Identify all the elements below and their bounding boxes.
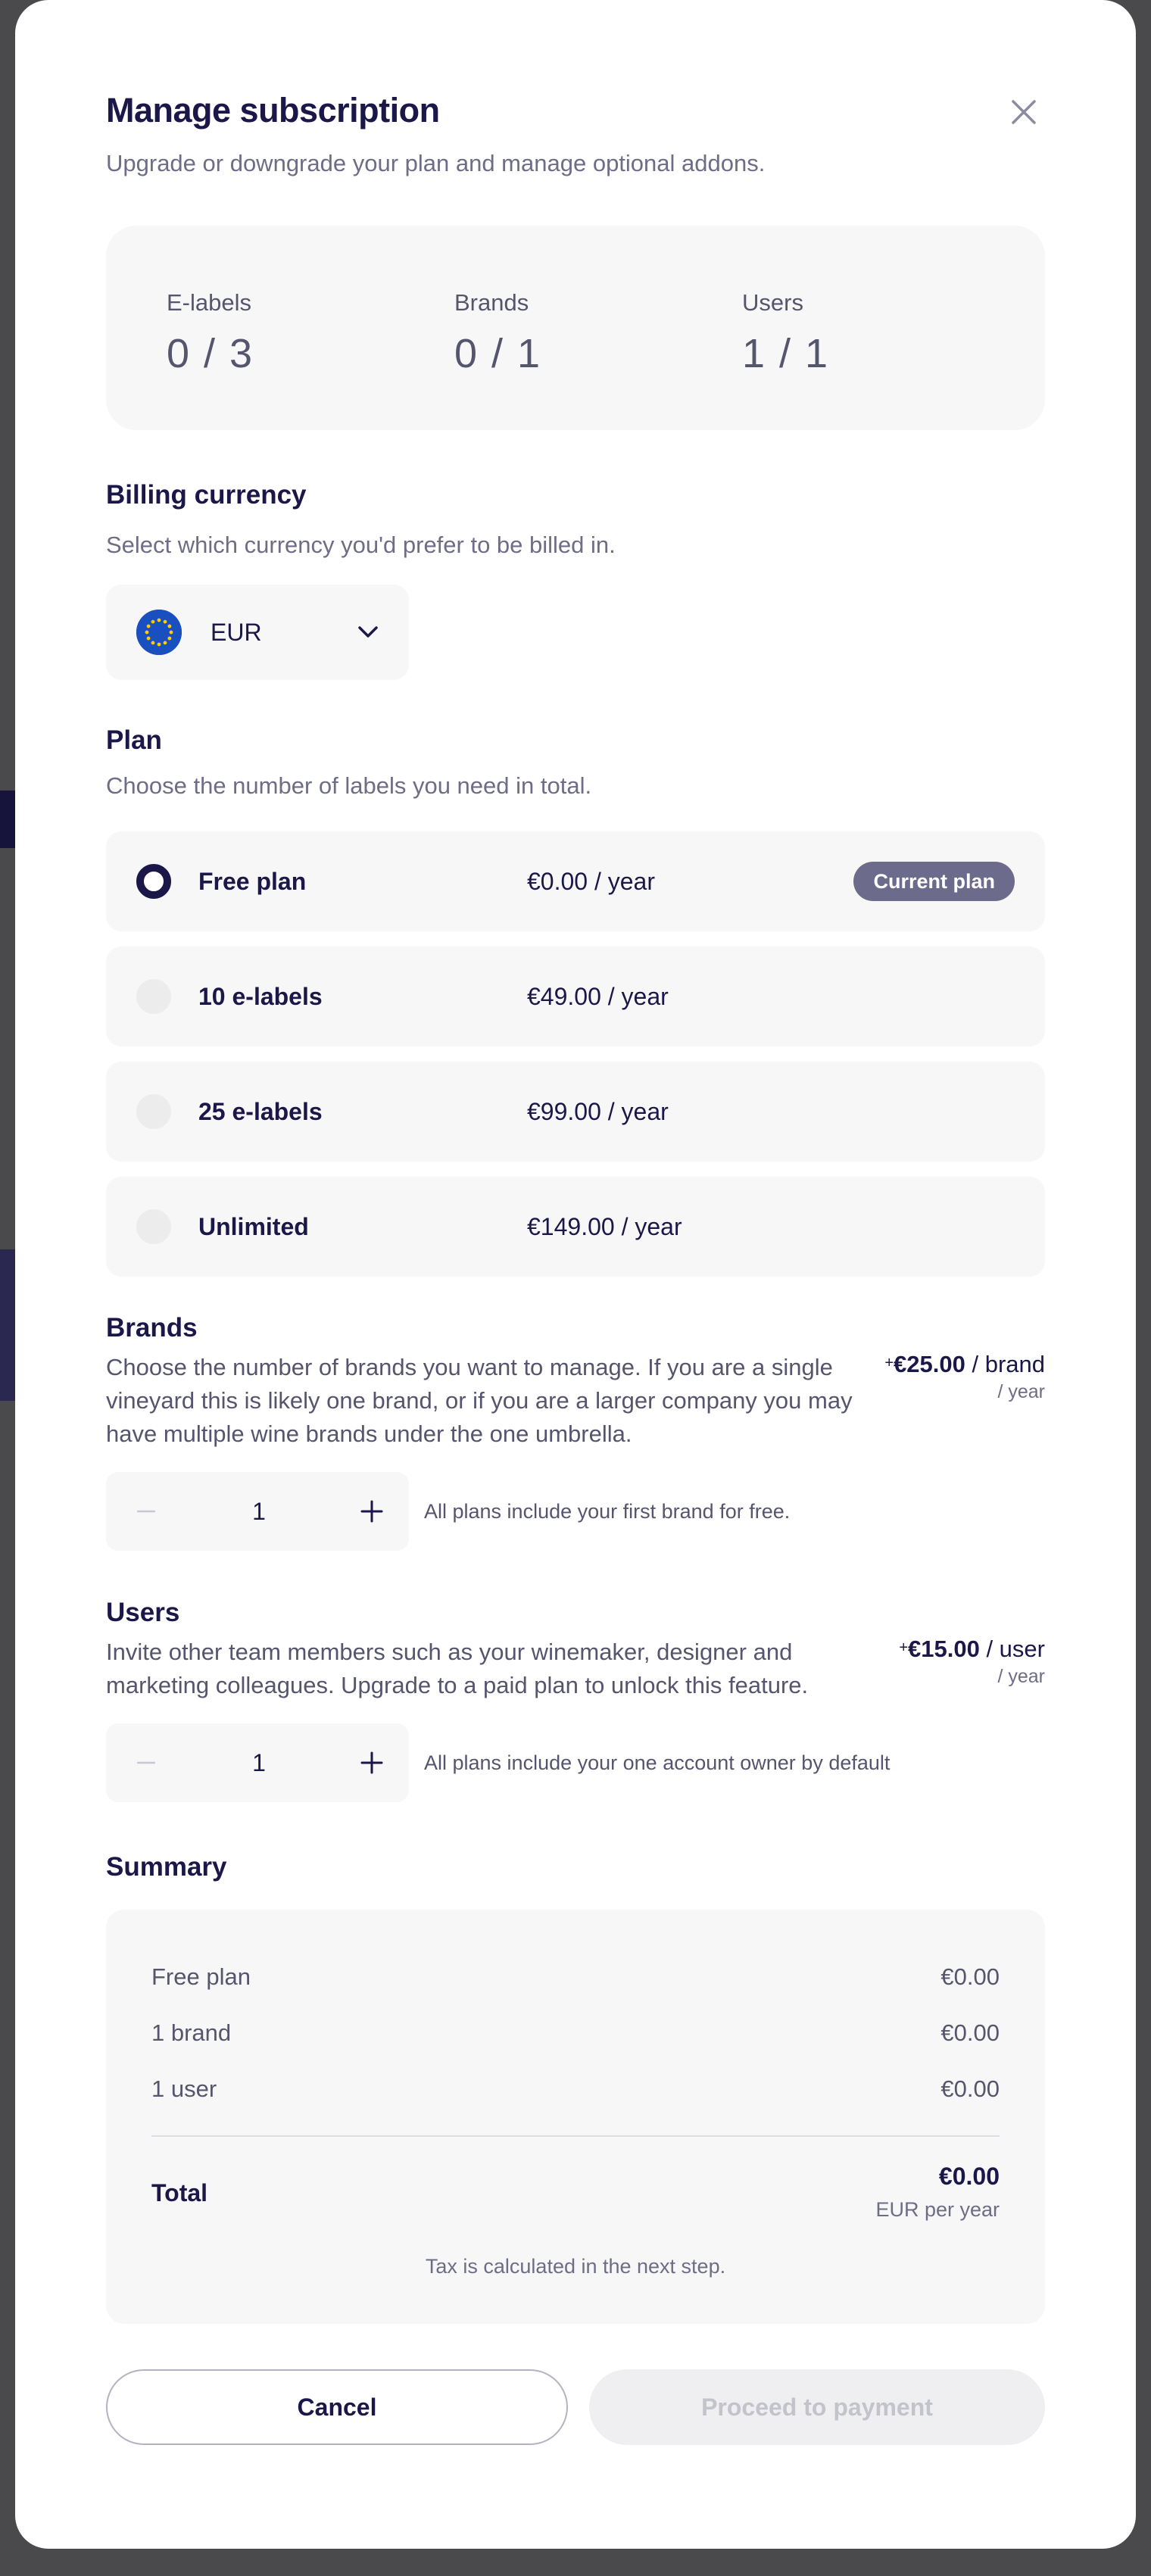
modal-actions xyxy=(106,2369,1045,2445)
brands-section xyxy=(106,1313,1045,1551)
minus-icon[interactable] xyxy=(127,1744,165,1782)
brands-quantity-value: 1 xyxy=(252,1497,266,1525)
total-period: EUR per year xyxy=(875,2198,1000,2221)
section-title: Users xyxy=(106,1598,180,1627)
plan-options-list xyxy=(106,831,1045,1277)
stat-label: E-labels xyxy=(167,289,251,316)
summary-value: €0.00 xyxy=(940,1963,1000,1990)
user-price-main xyxy=(899,1636,1045,1663)
section-title: Summary xyxy=(106,1852,227,1882)
plan-name: Unlimited xyxy=(198,1212,309,1240)
plan-option-10-elabels[interactable] xyxy=(106,947,1045,1046)
stepper-row xyxy=(106,1723,1045,1802)
summary-card xyxy=(106,1910,1045,2324)
section-description: Choose the number of brands you want to manage. If you are a single vineyard this is likely one brand, or if you are a larger company you may have multiple wine brands under the one umbrella. xyxy=(106,1354,853,1447)
addon-description-wrap xyxy=(106,1351,871,1451)
summary-label: 1 user xyxy=(151,2075,217,2102)
addon-description-wrap xyxy=(106,1636,871,1702)
stat-value: 0 / 1 xyxy=(454,331,542,376)
divider xyxy=(151,2135,1000,2137)
radio-selected[interactable] xyxy=(136,864,171,899)
currency-value: EUR xyxy=(211,618,262,646)
users-quantity-value: 1 xyxy=(252,1748,266,1776)
price-unit: / brand xyxy=(965,1351,1045,1377)
brands-quantity-stepper xyxy=(106,1472,409,1551)
usage-stat-elabels xyxy=(167,289,454,430)
price-plus: + xyxy=(884,1355,894,1371)
plan-section xyxy=(106,725,1045,1277)
radio-unselected[interactable] xyxy=(136,979,171,1014)
stat-value: 1 / 1 xyxy=(742,331,830,376)
eu-flag-icon xyxy=(136,610,182,655)
plan-name: 25 e-labels xyxy=(198,1097,323,1125)
modal-content xyxy=(106,91,1045,2445)
chevron-down-icon xyxy=(357,625,379,639)
summary-value: €0.00 xyxy=(940,2075,1000,2102)
total-label: Total xyxy=(151,2179,208,2206)
section-title: Plan xyxy=(106,725,162,755)
stepper-note: All plans include your first brand for free. xyxy=(424,1499,791,1523)
radio-unselected[interactable] xyxy=(136,1209,171,1244)
stepper-row xyxy=(106,1472,1045,1551)
brand-price-main xyxy=(884,1351,1045,1378)
plan-price: €49.00 / year xyxy=(527,982,669,1010)
cancel-button[interactable]: Cancel xyxy=(106,2369,568,2445)
plan-name: Free plan xyxy=(198,867,307,895)
total-value: €0.00 xyxy=(938,2163,1000,2190)
modal-subtitle: Upgrade or downgrade your plan and manage optional addons. xyxy=(106,150,766,176)
summary-label: Free plan xyxy=(151,1963,251,1990)
usage-stats-card xyxy=(106,226,1045,430)
usage-stat-brands xyxy=(454,289,742,430)
price-unit: / user xyxy=(979,1636,1045,1662)
price-period: / year xyxy=(997,1381,1045,1402)
billing-currency-section xyxy=(106,480,1045,680)
stat-label: Users xyxy=(742,289,803,316)
subscription-modal xyxy=(15,0,1136,2549)
radio-unselected[interactable] xyxy=(136,1094,171,1129)
price-period: / year xyxy=(997,1666,1045,1687)
minus-icon[interactable] xyxy=(127,1492,165,1530)
summary-section xyxy=(106,1852,1045,2324)
backdrop-dark-block xyxy=(0,1249,15,1401)
users-quantity-stepper xyxy=(106,1723,409,1802)
total-row xyxy=(151,2163,1000,2222)
addon-header xyxy=(106,1343,1045,1451)
section-description: Select which currency you'd prefer to be billed in. xyxy=(106,532,616,558)
stat-value: 0 / 3 xyxy=(167,331,254,376)
section-title: Brands xyxy=(106,1313,198,1343)
plan-price: €99.00 / year xyxy=(527,1097,669,1125)
plan-option-25-elabels[interactable] xyxy=(106,1062,1045,1162)
summary-row xyxy=(151,2005,1000,2061)
plus-icon[interactable] xyxy=(353,1744,391,1782)
price-plus: + xyxy=(899,1639,909,1656)
current-plan-badge: Current plan xyxy=(853,862,1015,901)
summary-row xyxy=(151,1949,1000,2005)
user-price xyxy=(899,1636,1045,1702)
stepper-note: All plans include your one account owner by default xyxy=(424,1751,891,1774)
summary-value: €0.00 xyxy=(940,2019,1000,2046)
section-title: Billing currency xyxy=(106,480,307,510)
proceed-to-payment-button[interactable]: Proceed to payment xyxy=(589,2369,1045,2445)
section-description: Invite other team members such as your winemaker, designer and marketing colleagues. Upgrade to a paid plan to unlock this feature. xyxy=(106,1639,809,1698)
price-amount: €15.00 xyxy=(908,1636,980,1662)
brand-price xyxy=(884,1351,1045,1451)
price-amount: €25.00 xyxy=(894,1351,965,1377)
total-amount xyxy=(875,2163,1000,2222)
plan-option-unlimited[interactable] xyxy=(106,1177,1045,1277)
section-description: Choose the number of labels you need in total. xyxy=(106,772,592,799)
modal-title: Manage subscription xyxy=(106,91,440,129)
backdrop-dark-block xyxy=(0,791,15,848)
plan-option-free[interactable] xyxy=(106,831,1045,931)
tax-note: Tax is calculated in the next step. xyxy=(425,2255,726,2278)
stat-label: Brands xyxy=(454,289,529,316)
addon-header xyxy=(106,1628,1045,1702)
summary-row xyxy=(151,2061,1000,2117)
plan-price: €149.00 / year xyxy=(527,1212,682,1240)
users-section xyxy=(106,1598,1045,1802)
plus-icon[interactable] xyxy=(353,1492,391,1530)
currency-select[interactable] xyxy=(106,585,409,680)
usage-stat-users xyxy=(742,289,1030,430)
summary-label: 1 brand xyxy=(151,2019,232,2046)
plan-name: 10 e-labels xyxy=(198,982,323,1010)
plan-price: €0.00 / year xyxy=(527,867,655,895)
